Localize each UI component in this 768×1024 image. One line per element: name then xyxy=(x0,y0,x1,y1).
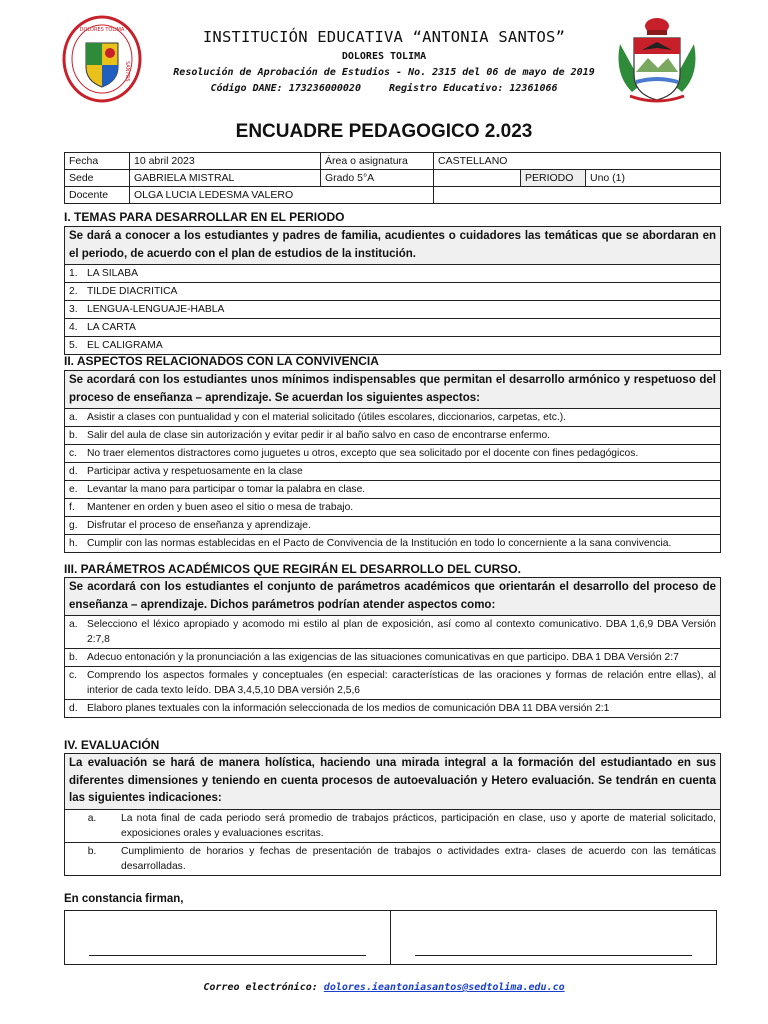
signature-box xyxy=(64,910,717,965)
sede-value: GABRIELA MISTRAL xyxy=(130,170,321,187)
list-item xyxy=(65,810,720,843)
logo-text-side: SANTOS xyxy=(124,61,130,82)
email-link[interactable]: dolores.ieantoniasantos@sedtolima.edu.co xyxy=(323,982,565,993)
area-label: Área o asignatura xyxy=(321,153,434,170)
list-item xyxy=(65,843,720,875)
footer xyxy=(0,982,768,993)
list-item-text: Cumplir con las normas establecidas en el Pacto de Convivencia de la Institución en todo lo concerniente a la sana convivencia. xyxy=(87,538,672,549)
list-item-marker: a. xyxy=(69,619,78,630)
docente-label: Docente xyxy=(65,187,130,204)
institution-name: INSTITUCIÓN EDUCATIVA “ANTONIA SANTOS” xyxy=(202,28,566,46)
signature-line xyxy=(89,955,366,956)
list-item-marker: b. xyxy=(87,845,97,857)
list-item xyxy=(65,265,720,283)
logo-text-top: DOLORES TOLIMA xyxy=(79,27,125,33)
list-item xyxy=(65,700,720,717)
list-item xyxy=(65,649,720,667)
list-item-marker: d. xyxy=(69,703,78,714)
area-value: CASTELLANO xyxy=(434,153,721,170)
section-1-box xyxy=(64,226,721,355)
section-4-box xyxy=(64,753,721,876)
signature-cell-left xyxy=(65,911,391,964)
list-item-text: TILDE DIACRITICA xyxy=(87,286,178,297)
list-item xyxy=(65,481,720,499)
list-item xyxy=(65,463,720,481)
list-item xyxy=(65,445,720,463)
list-item xyxy=(65,616,720,649)
dane-code: Código DANE: 173236000020 xyxy=(210,83,361,94)
list-item xyxy=(65,667,720,700)
list-item xyxy=(65,535,720,552)
list-item-text: Salir del aula de clase sin autorización y evitar pedir ir al baño salvo en caso de encontrarse enfermo. xyxy=(87,430,551,441)
list-item xyxy=(65,337,720,354)
section-2-title: II. ASPECTOS RELACIONADOS CON LA CONVIVENCIA xyxy=(64,354,379,368)
section-2-box xyxy=(64,370,721,553)
list-item-marker: g. xyxy=(69,520,78,531)
list-item xyxy=(65,319,720,337)
list-item-text: Disfrutar el proceso de enseñanza y aprendizaje. xyxy=(87,520,311,531)
list-item-marker: e. xyxy=(69,484,78,495)
list-item-marker: h. xyxy=(69,538,78,549)
list-item-text: Participar activa y respetuosamente en la clase xyxy=(87,466,303,477)
list-item-text: Asistir a clases con puntualidad y con el material solicitado (útiles escolares, diccionarios, carpetas, etc.). xyxy=(87,412,567,423)
list-item xyxy=(65,409,720,427)
section-1-intro: Se dará a conocer a los estudiantes y padres de familia, acudientes o cuidadores las temáticas que se abordaran en el periodo, de acuerdo con el plan de estudios de la institución. xyxy=(65,227,720,265)
list-item-marker: f. xyxy=(69,502,75,513)
list-item-marker: a. xyxy=(69,412,78,423)
list-item-text: Elaboro planes textuales con la información seleccionada de los medios de comunicación DBA 11 DBA versión 2:1 xyxy=(87,703,610,714)
docente-value: OLGA LUCIA LEDESMA VALERO xyxy=(130,187,434,204)
list-item xyxy=(65,517,720,535)
constancia-text: En constancia firman, xyxy=(64,893,184,905)
empty-cell xyxy=(434,170,521,187)
list-item-marker: 3. xyxy=(69,304,78,315)
list-item-text: No traer elementos distractores como juguetes u otros, excepto que sea solicitado por el docente con fines pedagógicos. xyxy=(87,448,639,459)
list-item xyxy=(65,283,720,301)
list-item-marker: c. xyxy=(69,670,78,681)
list-item-marker: 2. xyxy=(69,286,78,297)
empty-cell xyxy=(434,187,721,204)
list-item-text: Mantener en orden y buen aseo el sitio o mesa de trabajo. xyxy=(87,502,354,513)
list-item-text: Selecciono el léxico apropiado y acomodo mi estilo al plan de exposición, así como al contexto comunicativo. DBA 1,6,9 DBA Versión 2:7,8 xyxy=(87,619,716,645)
fecha-label: Fecha xyxy=(65,153,130,170)
list-item-marker: 5. xyxy=(69,340,78,351)
list-item-text: LENGUA-LENGUAJE-HABLA xyxy=(87,304,225,315)
registro-educativo: Registro Educativo: 12361066 xyxy=(388,83,558,94)
info-table xyxy=(64,152,721,204)
institution-city: DOLORES TOLIMA xyxy=(341,51,427,62)
list-item-text: Levantar la mano para participar o tomar la palabra en clase. xyxy=(87,484,366,495)
list-item-marker: b. xyxy=(69,652,78,663)
list-item-marker: c. xyxy=(69,448,78,459)
list-item-text: EL CALIGRAMA xyxy=(87,340,163,351)
list-item-marker: a. xyxy=(87,812,97,824)
fecha-value: 10 abril 2023 xyxy=(130,153,321,170)
section-2-intro: Se acordará con los estudiantes unos mínimos indispensables que permitan el desarrollo armónico y respetuoso del proceso de enseñanza – aprendizaje. Se acuerdan los siguientes aspectos: xyxy=(65,371,720,409)
section-3-title: III. PARÁMETROS ACADÉMICOS QUE REGIRÁN EL DESARROLLO DEL CURSO. xyxy=(64,562,521,576)
list-item xyxy=(65,499,720,517)
list-item-text: LA SILABA xyxy=(87,268,138,279)
grado-value: Grado 5°A xyxy=(321,170,434,187)
list-item-text: La nota final de cada periodo será promedio de trabajos prácticos, participación en clase, uso y aporte de material solicitado, exposiciones orales y evaluaciones escritas. xyxy=(121,812,716,839)
list-item-marker: d. xyxy=(69,466,78,477)
signature-cell-right xyxy=(391,911,716,964)
section-4-title: IV. EVALUACIÓN xyxy=(64,738,160,752)
list-item-text: Cumplimiento de horarios y fechas de presentación de trabajos o actividades extra- clases de acuerdo con las temáticas desarrolladas. xyxy=(121,845,716,872)
section-3-intro: Se acordará con los estudiantes el conjunto de parámetros académicos que orientarán el desarrollo del proceso de enseñanza – aprendizaje. Dichos parámetros podrían atender aspectos como: xyxy=(65,578,720,616)
sede-label: Sede xyxy=(65,170,130,187)
list-item-text: Adecuo entonación y la pronunciación a las exigencias de las situaciones comunicativas en que participo. DBA 1 DBA Versión 2:7 xyxy=(87,652,679,663)
list-item-marker: b. xyxy=(69,430,78,441)
page-title: ENCUADRE PEDAGOGICO 2.023 xyxy=(235,121,533,142)
list-item xyxy=(65,427,720,445)
periodo-value: Uno (1) xyxy=(586,170,721,187)
list-item-text: Comprendo los aspectos formales y conceptuales (en especial: características de las oraciones y formas de relación entre ellas), al interior de cada texto leído. DBA 3,4,5,10 DBA versión 2,5,6 xyxy=(87,670,716,696)
section-3-box xyxy=(64,577,721,718)
list-item xyxy=(65,301,720,319)
list-item-marker: 4. xyxy=(69,322,78,333)
section-4-intro: La evaluación se hará de manera holística, haciendo una mirada integral a la formación del estudiantado en sus diferentes dimensiones y teniendo en cuenta procesos de autoevaluación y Hetero evaluación. Se tendrán en cuenta las siguientes indicaciones: xyxy=(65,754,720,810)
codes-line xyxy=(0,83,768,94)
resolution-line: Resolución de Aprobación de Estudios - No. 2315 del 06 de mayo de 2019 xyxy=(173,67,595,78)
list-item-marker: 1. xyxy=(69,268,78,279)
list-item-text: LA CARTA xyxy=(87,322,136,333)
section-1-title: I. TEMAS PARA DESARROLLAR EN EL PERIODO xyxy=(64,210,345,224)
email-label: Correo electrónico: xyxy=(203,982,318,993)
signature-line xyxy=(415,955,692,956)
periodo-label: PERIODO xyxy=(521,170,586,187)
